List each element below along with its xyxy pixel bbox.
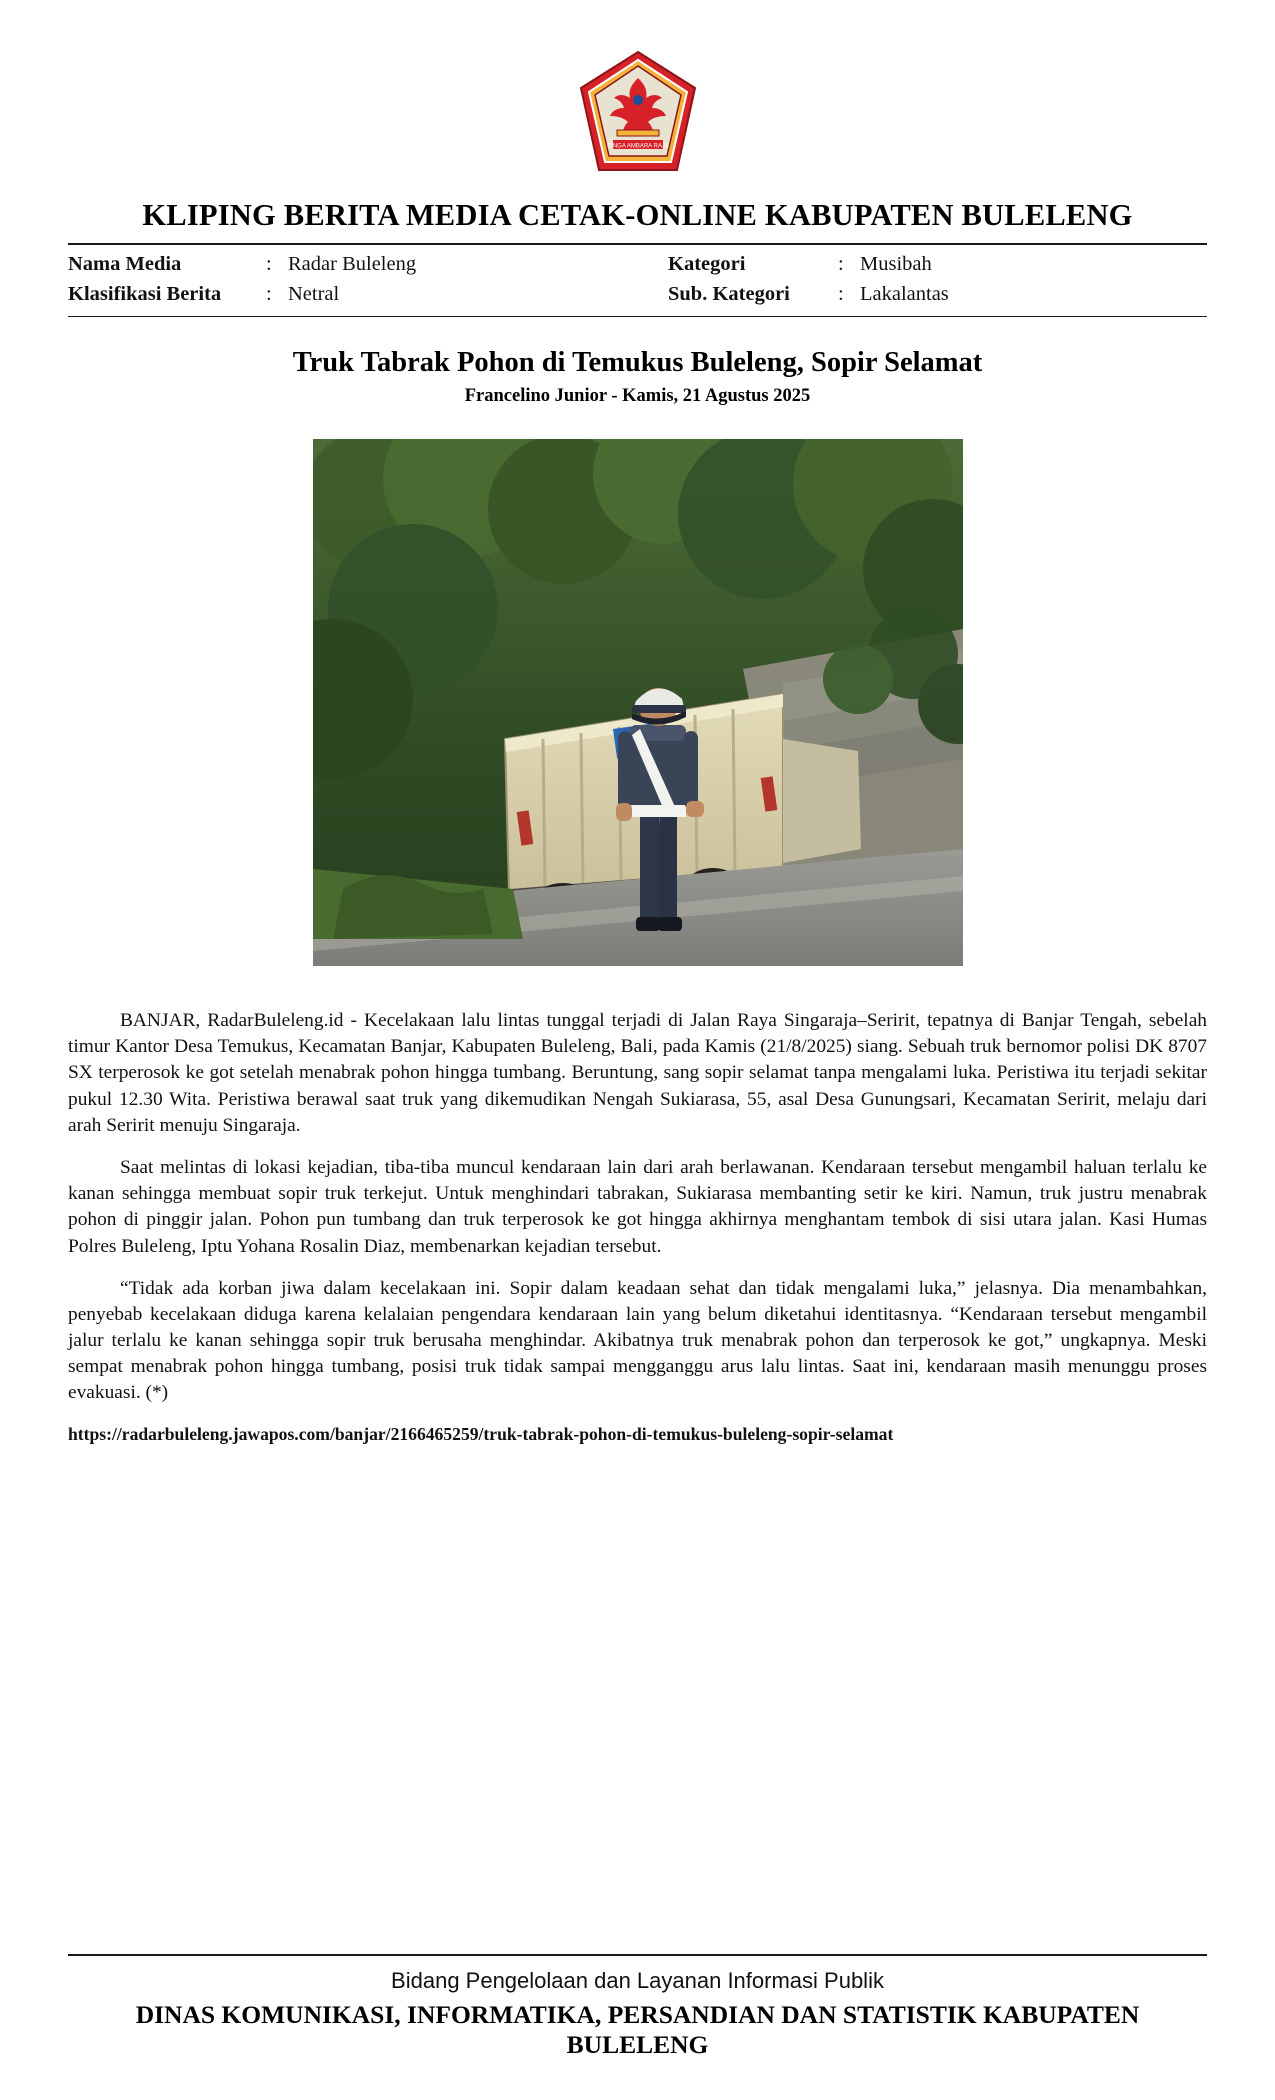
divider-meta [68,316,1207,317]
meta-colon: : [266,283,272,305]
article-paragraph-3: “Tidak ada korban jiwa dalam kecelakaan ini. Sopir dalam keadaan sehat dan tidak mengalami luka,” jelasnya. Dia menambahkan, penyebab kecelakaan diduga karena kelalaian pengendara kendaraan lain yang belum diketahui identitasnya. “Kendaraan tersebut mengambil jalur terlalu ke kanan sehingga sopir truk berusaha menghindar. Akibatnya truk menabrak pohon dan terperosok ke got,” ungkapnya. Meski sempat menabrak pohon hingga tumbang, posisi truk tidak sampai mengganggu arus lalu lintas. Saat ini, kendaraan masih menunggu proses evakuasi. (*) [68,1277,1207,1404]
meta-value-klasifikasi-berita: Netral [288,283,340,305]
emblem-container [68,0,1207,176]
source-url-link[interactable]: https://radarbuleleng.jawapos.com/banjar/2166465259/truk-tabrak-pohon-di-temukus-buleleng-sopir-selamat [68,1423,894,1444]
document-footer [68,1954,1207,2060]
meta-label-nama-media: Nama Media [68,253,182,275]
meta-row-nama-media [68,253,668,276]
footer-department-unit: Bidang Pengelolaan dan Layanan Informasi Publik [391,1968,884,1993]
article-photo-container [68,439,1207,966]
meta-colon: : [266,253,272,275]
meta-label-sub-kategori: Sub. Kategori [668,283,790,305]
meta-row-kategori [668,253,1207,276]
article-body [68,1008,1207,1446]
meta-label-kategori: Kategori [668,253,746,275]
article-photo [313,439,963,966]
meta-colon: : [838,253,844,275]
article-byline: Francelino Junior - Kamis, 21 Agustus 2025 [464,386,811,406]
svg-text:SINGA AMBARA RAJA: SINGA AMBARA RAJA [606,143,669,150]
divider-footer [68,1954,1207,1956]
article-title: Truk Tabrak Pohon di Temukus Buleleng, Sopir Selamat [292,347,983,378]
meta-label-klasifikasi-berita: Klasifikasi Berita [68,283,222,305]
footer-department-name: DINAS KOMUNIKASI, INFORMATIKA, PERSANDIAN DAN STATISTIK KABUPATEN BULELENG [135,2000,1140,2059]
buleleng-regency-emblem-icon [573,48,703,176]
document-title: KLIPING BERITA MEDIA CETAK-ONLINE KABUPATEN BULELENG [142,198,1133,232]
meta-row-klasifikasi-berita [68,283,668,306]
meta-table [68,253,1207,306]
article-paragraph-2: Saat melintas di lokasi kejadian, tiba-tiba muncul kendaraan lain dari arah berlawanan. Kendaraan tersebut mengambil haluan terlalu ke kanan sehingga membuat sopir truk terkejut. Untuk menghindari tabrakan, Sukiarasa membanting setir ke kiri. Namun, truk justru menabrak pohon di pinggir jalan. Pohon pun tumbang dan truk terperosok ke got hingga akhirnya menghantam tembok di sisi utara jalan. Kasi Humas Polres Buleleng, Iptu Yohana Rosalin Diaz, membenarkan kejadian tersebut. [68,1156,1207,1257]
meta-value-sub-kategori: Lakalantas [860,283,949,305]
article-paragraph-1: BANJAR, RadarBuleleng.id - Kecelakaan lalu lintas tunggal terjadi di Jalan Raya Singaraja–Seririt, tepatnya di Banjar Tengah, sebelah timur Kantor Desa Temukus, Kecamatan Banjar, Kabupaten Buleleng, Bali, pada Kamis (21/8/2025) siang. Sebuah truk bernomor polisi DK 8707 SX terperosok ke got setelah menabrak pohon hingga tumbang. Beruntung, sang sopir selamat tanpa mengalami luka. Peristiwa itu terjadi sekitar pukul 12.30 Wita. Peristiwa berawal saat truk yang dikemudikan Nengah Sukiarasa, 55, asal Desa Gunungsari, Kecamatan Seririt, melaju dari arah Seririt menuju Singaraja. [68,1010,1207,1136]
meta-colon: : [838,283,844,305]
meta-value-nama-media: Radar Buleleng [288,253,417,275]
meta-value-kategori: Musibah [860,253,932,275]
divider-top [68,243,1207,245]
meta-row-sub-kategori [668,283,1207,306]
